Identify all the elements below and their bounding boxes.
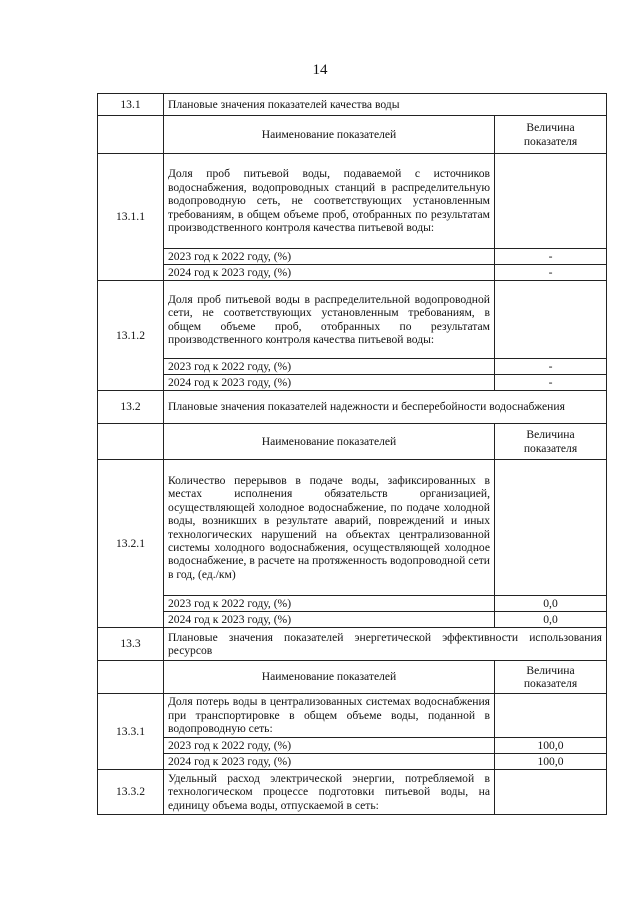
indicators-table-body — [98, 94, 607, 815]
column-header-row — [98, 116, 607, 154]
year-row — [98, 596, 607, 612]
indicator-text: Доля потерь воды в централизованных системах водоснабжения при транспортировке в общем объеме воды, поданной в водопроводную сеть: — [164, 694, 495, 738]
column-header-value: Величина показателя — [495, 424, 607, 460]
year-label: 2024 год к 2023 году, (%) — [164, 754, 495, 770]
indicator-row — [98, 694, 607, 738]
section-title-row — [98, 628, 607, 661]
indicator-code: 13.2.1 — [98, 460, 164, 628]
column-header-empty — [98, 424, 164, 460]
column-header-name: Наименование показателей — [164, 116, 495, 154]
column-header-row — [98, 424, 607, 460]
year-label: 2023 год к 2022 году, (%) — [164, 249, 495, 265]
year-label: 2024 год к 2023 году, (%) — [164, 375, 495, 391]
year-value: 0,0 — [495, 596, 607, 612]
year-row — [98, 359, 607, 375]
indicator-row — [98, 154, 607, 249]
column-header-value: Величина показателя — [495, 116, 607, 154]
indicator-text: Доля проб питьевой воды в распределительной водопроводной сети, не соответствующих установленным требованиям, в общем объеме проб, отобранных по результатам производственного контроля качества питьевой воды: — [164, 281, 495, 359]
indicator-code: 13.1.2 — [98, 281, 164, 391]
column-header-value: Величина показателя — [495, 661, 607, 694]
year-row — [98, 265, 607, 281]
column-header-empty — [98, 661, 164, 694]
page-number: 14 — [312, 62, 328, 78]
section-title: Плановые значения показателей качества воды — [164, 94, 607, 116]
year-label: 2023 год к 2022 году, (%) — [164, 359, 495, 375]
year-row — [98, 375, 607, 391]
section-title-row — [98, 94, 607, 116]
year-label: 2023 год к 2022 году, (%) — [164, 738, 495, 754]
year-row — [98, 249, 607, 265]
column-header-name: Наименование показателей — [164, 661, 495, 694]
year-value: - — [495, 375, 607, 391]
indicator-value-empty — [495, 770, 607, 815]
year-value: 0,0 — [495, 612, 607, 628]
indicator-text: Доля проб питьевой воды, подаваемой с источников водоснабжения, водопроводных станций в распределительную водопроводную сеть, не соответствующих установленным требованиям, в общем объеме проб, отобранных по результатам производственного контроля качества питьевой воды: — [164, 154, 495, 249]
column-header-row — [98, 661, 607, 694]
year-value: 100,0 — [495, 754, 607, 770]
year-row — [98, 754, 607, 770]
indicator-row — [98, 281, 607, 359]
section-title: Плановые значения показателей энергетической эффективности использования ресурсов — [164, 628, 607, 661]
year-label: 2024 год к 2023 году, (%) — [164, 612, 495, 628]
year-value: - — [495, 359, 607, 375]
section-code: 13.2 — [98, 391, 164, 424]
indicator-row — [98, 460, 607, 596]
column-header-empty — [98, 116, 164, 154]
indicator-code: 13.3.1 — [98, 694, 164, 770]
indicator-value-empty — [495, 460, 607, 596]
column-header-name: Наименование показателей — [164, 424, 495, 460]
year-row — [98, 612, 607, 628]
indicator-code: 13.1.1 — [98, 154, 164, 281]
year-value: - — [495, 249, 607, 265]
indicator-value-empty — [495, 154, 607, 249]
indicator-code: 13.3.2 — [98, 770, 164, 815]
year-label: 2023 год к 2022 году, (%) — [164, 596, 495, 612]
section-code: 13.1 — [98, 94, 164, 116]
section-title-row — [98, 391, 607, 424]
year-value: 100,0 — [495, 738, 607, 754]
year-row — [98, 738, 607, 754]
year-label: 2024 год к 2023 году, (%) — [164, 265, 495, 281]
year-value: - — [495, 265, 607, 281]
indicator-row — [98, 770, 607, 815]
indicator-value-empty — [495, 281, 607, 359]
section-title: Плановые значения показателей надежности и бесперебойности водоснабжения — [164, 391, 607, 424]
section-code: 13.3 — [98, 628, 164, 661]
indicator-text: Количество перерывов в подаче воды, зафиксированных в местах исполнения обязательств организацией, осуществляющей холодное водоснабжение, по подаче холодной воды, возникших в результате аварий, повреждений и иных технологических нарушений на объектах централизованной системы холодного водоснабжения, осуществляющей холодное водоснабжение, в расчете на протяженность водопроводной сети в год, (ед./км) — [164, 460, 495, 596]
indicators-table — [97, 93, 607, 815]
indicator-text: Удельный расход электрической энергии, потребляемой в технологическом процессе подготовки питьевой воды, на единицу объема воды, отпускаемой в сеть: — [164, 770, 495, 815]
indicator-value-empty — [495, 694, 607, 738]
